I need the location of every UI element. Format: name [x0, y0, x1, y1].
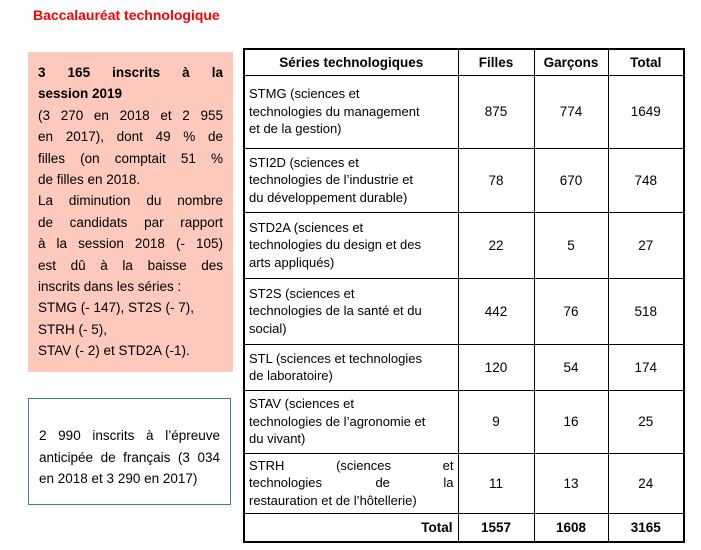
- series-table: [243, 48, 685, 543]
- text-line: technologies de l’industrie et: [249, 172, 414, 188]
- text-line: de filles en 2018.: [38, 172, 141, 188]
- text-line: de candidats par rapport: [38, 214, 223, 230]
- text-line: en 2018 et 3 290 en 2017): [39, 471, 198, 486]
- filles-cell: 120: [458, 344, 534, 390]
- text-line: technologies du design et des: [249, 237, 422, 253]
- table-row: [244, 278, 684, 344]
- text-line: 3 165 inscrits à la: [38, 65, 223, 80]
- garcons-cell: 54: [534, 344, 608, 390]
- serie-label-cell: [244, 453, 458, 513]
- text-line: est dû à la baisse des: [38, 257, 223, 273]
- table-row: [244, 212, 684, 278]
- total-cell: 748: [608, 148, 684, 212]
- text-line: de laboratoire): [249, 368, 333, 383]
- filles-cell: 78: [458, 148, 534, 212]
- filles-total-cell: 1557: [458, 513, 534, 542]
- grand-total-cell: 3165: [608, 513, 684, 542]
- serie-label-cell: [244, 278, 458, 344]
- total-cell: 518: [608, 278, 684, 344]
- filles-cell: 875: [458, 75, 534, 148]
- text-line: et de la gestion): [249, 121, 342, 137]
- table-header-row: [244, 49, 684, 75]
- text-line: à la session 2018 (- 105): [38, 236, 223, 252]
- text-line: arts appliqués): [249, 254, 335, 270]
- text-line: restauration et de l’hôtellerie): [249, 492, 417, 508]
- total-cell: 1649: [608, 75, 684, 148]
- table-row: [244, 75, 684, 148]
- garcons-cell: 5: [534, 212, 608, 278]
- text-line: filles (on comptait 51 %: [38, 150, 223, 166]
- table-row: [244, 390, 684, 453]
- text-line: STAV (sciences et: [249, 396, 354, 412]
- text-line: STL (sciences et technologies: [249, 350, 422, 366]
- text-line: STI2D (sciences et: [249, 154, 359, 170]
- text-line: technologies de la: [249, 475, 454, 491]
- text-line: STRH (- 5),: [38, 321, 107, 337]
- garcons-cell: 13: [534, 453, 608, 513]
- garcons-total-cell: 1608: [534, 513, 608, 542]
- total-cell: 25: [608, 390, 684, 453]
- text-line: technologies de la santé et du: [249, 303, 422, 319]
- text-line: STD2A (sciences et: [249, 219, 364, 235]
- text-line: La diminution du nombre: [38, 193, 223, 209]
- garcons-cell: 670: [534, 148, 608, 212]
- text-line: 2 990 inscrits à l’épreuve: [39, 428, 220, 443]
- text-line: STAV (- 2) et STD2A (-1).: [38, 343, 190, 359]
- text-line: du vivant): [249, 431, 306, 447]
- summary-box: [28, 52, 233, 372]
- text-line: social): [249, 320, 287, 336]
- table-total-row: [244, 513, 684, 542]
- filles-cell: 22: [458, 212, 534, 278]
- text-line: session 2019: [38, 86, 123, 102]
- column-header: Séries technologiques: [244, 49, 458, 75]
- garcons-cell: 774: [534, 75, 608, 148]
- text-line: STRH (sciences et: [249, 457, 454, 473]
- table-row: [244, 453, 684, 513]
- column-header: Total: [608, 49, 684, 75]
- text-line: technologies du management: [249, 103, 420, 119]
- text-line: technologies de l’agronomie et: [249, 413, 426, 429]
- table-row: [244, 148, 684, 212]
- serie-label-cell: [244, 75, 458, 148]
- text-line: STMG (sciences et: [249, 86, 360, 102]
- column-header: Garçons: [534, 49, 608, 75]
- garcons-cell: 76: [534, 278, 608, 344]
- text-line: anticipée de français (3 034: [39, 449, 220, 465]
- serie-label-cell: [244, 344, 458, 390]
- filles-cell: 442: [458, 278, 534, 344]
- text-line: en 2017), dont 49 % de: [38, 129, 223, 145]
- total-cell: 174: [608, 344, 684, 390]
- column-header: Filles: [458, 49, 534, 75]
- garcons-cell: 16: [534, 390, 608, 453]
- page-title: Baccalauréat technologique: [33, 7, 220, 23]
- text-line: inscrits dans les séries :: [38, 279, 182, 295]
- total-label-cell: Total: [244, 513, 458, 542]
- text-line: ST2S (sciences et: [249, 285, 355, 301]
- text-line: du développement durable): [249, 189, 408, 205]
- serie-label-cell: [244, 390, 458, 453]
- serie-label-cell: [244, 148, 458, 212]
- text-line: STMG (- 147), ST2S (- 7),: [38, 300, 195, 316]
- french-exam-box: [28, 398, 231, 505]
- filles-cell: 11: [458, 453, 534, 513]
- serie-label-cell: [244, 212, 458, 278]
- total-cell: 27: [608, 212, 684, 278]
- filles-cell: 9: [458, 390, 534, 453]
- table-row: [244, 344, 684, 390]
- text-line: (3 270 en 2018 et 2 955: [38, 107, 223, 123]
- total-cell: 24: [608, 453, 684, 513]
